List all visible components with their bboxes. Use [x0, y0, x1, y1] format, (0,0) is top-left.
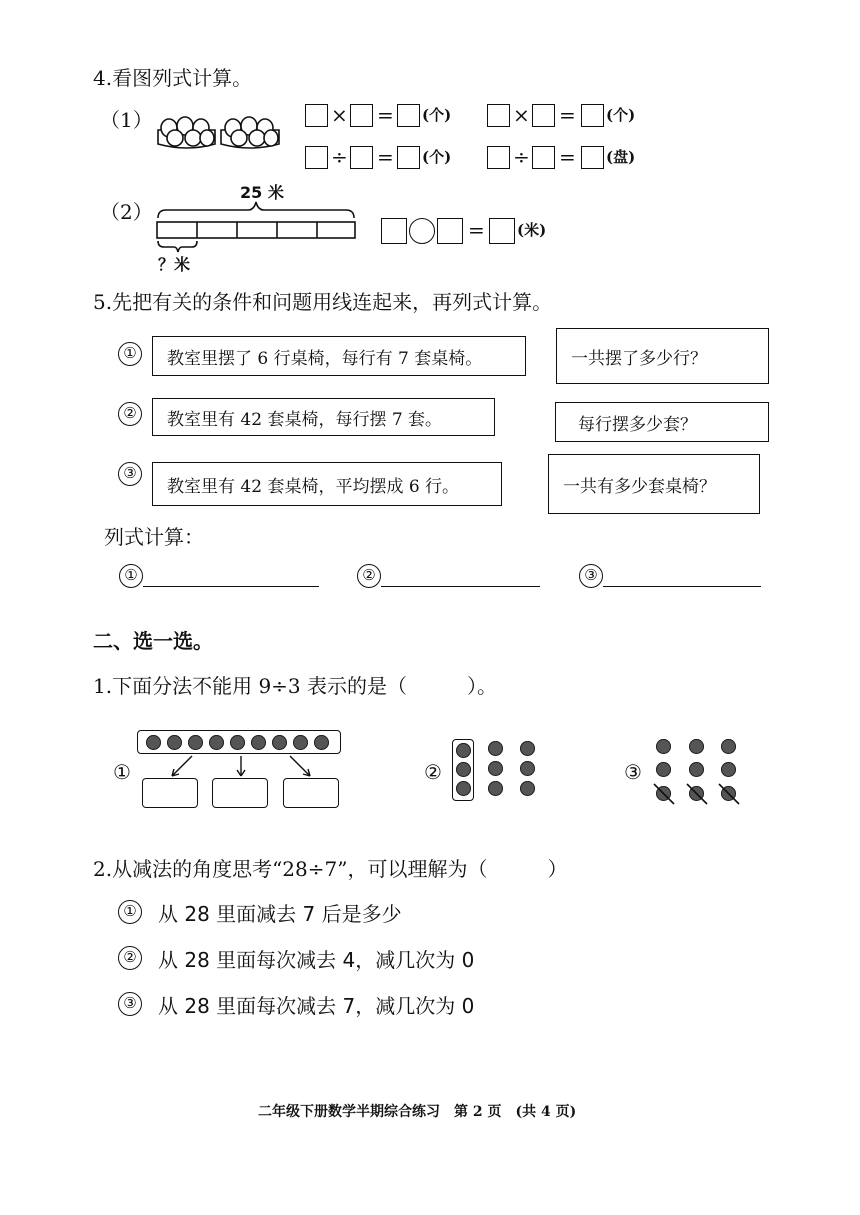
dot: [251, 735, 266, 750]
condition-number: ①: [118, 342, 142, 366]
question-text: 一共摆了多少行？: [571, 348, 707, 369]
dot: [689, 739, 704, 754]
dot: [721, 762, 736, 777]
dot: [520, 741, 535, 756]
times-sign: ×: [331, 103, 348, 127]
total-length-label: 25 米: [240, 183, 284, 202]
condition-box[interactable]: [152, 462, 502, 506]
answer-box[interactable]: [581, 146, 604, 169]
condition-number: ③: [118, 462, 142, 486]
page-footer: 二年级下册数学半期综合练习 第 2 页 (共 4 页): [258, 1104, 577, 1120]
s2-q1-option-num: ②: [424, 760, 442, 784]
dot: [488, 761, 503, 776]
dot: [656, 762, 671, 777]
condition-text: 教室里有 42 套桌椅，平均摆成 6 行。: [167, 476, 460, 497]
answer-box[interactable]: [487, 104, 510, 127]
blank-number: ①: [119, 564, 143, 588]
equals-sign: =: [377, 145, 394, 169]
unknown-length-label: ？米: [158, 255, 191, 274]
question-box[interactable]: [556, 328, 769, 384]
unit-ge: (个): [606, 106, 636, 124]
unit-pan: (盘): [606, 148, 636, 166]
equals-sign: =: [559, 145, 576, 169]
segment-diagram: [152, 198, 362, 254]
answer-box[interactable]: [305, 104, 328, 127]
answer-box[interactable]: [397, 146, 420, 169]
dot: [488, 781, 503, 796]
dot: [520, 781, 535, 796]
s2-q2-option-num: ③: [118, 992, 142, 1016]
dot: [456, 762, 471, 777]
answer-box[interactable]: [489, 218, 515, 244]
divide-sign: ÷: [513, 145, 530, 169]
equals-sign: =: [377, 103, 394, 127]
equals-sign: =: [559, 103, 576, 127]
s2-q1-option-num: ③: [624, 760, 642, 784]
answer-box[interactable]: [350, 104, 373, 127]
question-box[interactable]: [555, 402, 769, 442]
answer-line[interactable]: [603, 586, 761, 587]
group-box: [142, 778, 198, 808]
group-box: [212, 778, 268, 808]
blank-number: ③: [579, 564, 603, 588]
answer-box[interactable]: [487, 146, 510, 169]
q4-part2-label: （2）: [100, 200, 153, 224]
answer-box[interactable]: [581, 104, 604, 127]
answer-line[interactable]: [143, 586, 319, 587]
dot: [167, 735, 182, 750]
dot: [293, 735, 308, 750]
dot: [272, 735, 287, 750]
answer-box[interactable]: [350, 146, 373, 169]
dot: [456, 743, 471, 758]
crossed-out-marks: [650, 780, 750, 808]
operator-circle[interactable]: [409, 218, 435, 244]
q4-part1-label: （1）: [100, 108, 153, 132]
egg-trays-illustration: [155, 108, 285, 160]
s2-q1-text: 1.下面分法不能用 9÷3 表示的是（ ）。: [93, 674, 498, 698]
q5-title: 5.先把有关的条件和问题用线连起来，再列式计算。: [93, 290, 553, 314]
question-text: 每行摆多少套？: [578, 414, 697, 435]
s2-q2-option-text: 从 28 里面减去 7 后是多少: [158, 902, 402, 926]
q4-title: 4.看图列式计算。: [93, 66, 253, 90]
dot: [456, 781, 471, 796]
dot: [689, 762, 704, 777]
answer-box[interactable]: [397, 104, 420, 127]
condition-box[interactable]: [152, 336, 526, 376]
s2-q2-option-num: ②: [118, 946, 142, 970]
equals-sign: =: [468, 218, 485, 242]
condition-text: 教室里摆了 6 行桌椅，每行有 7 套桌椅。: [167, 348, 483, 369]
divide-sign: ÷: [331, 145, 348, 169]
dot: [488, 741, 503, 756]
s2-q2-option-text: 从 28 里面每次减去 7，减几次为 0: [158, 994, 475, 1018]
s2-q2-option-num: ①: [118, 900, 142, 924]
times-sign: ×: [513, 103, 530, 127]
blank-number: ②: [357, 564, 381, 588]
split-arrows: [137, 754, 347, 780]
dot: [209, 735, 224, 750]
dot: [146, 735, 161, 750]
answer-box[interactable]: [305, 146, 328, 169]
s2-q2-text: 2.从减法的角度思考“28÷7”，可以理解为（ ）: [93, 857, 568, 881]
group-box: [283, 778, 339, 808]
condition-box[interactable]: [152, 398, 495, 436]
s2-q1-option-num: ①: [113, 760, 131, 784]
condition-text: 教室里有 42 套桌椅，每行摆 7 套。: [167, 409, 443, 430]
unit-mi: (米): [517, 221, 547, 239]
dot: [721, 739, 736, 754]
dot: [188, 735, 203, 750]
calc-label: 列式计算：: [104, 525, 204, 549]
dot: [314, 735, 329, 750]
dot: [230, 735, 245, 750]
answer-box[interactable]: [437, 218, 463, 244]
question-box[interactable]: [548, 454, 760, 514]
condition-number: ②: [118, 402, 142, 426]
answer-box[interactable]: [532, 146, 555, 169]
answer-box[interactable]: [381, 218, 407, 244]
dot: [656, 739, 671, 754]
unit-ge: (个): [422, 148, 452, 166]
unit-ge: (个): [422, 106, 452, 124]
dot: [520, 761, 535, 776]
question-text: 一共有多少套桌椅？: [563, 476, 716, 497]
answer-box[interactable]: [532, 104, 555, 127]
answer-line[interactable]: [381, 586, 540, 587]
section2-title: 二、选一选。: [93, 629, 213, 653]
s2-q2-option-text: 从 28 里面每次减去 4，减几次为 0: [158, 948, 475, 972]
